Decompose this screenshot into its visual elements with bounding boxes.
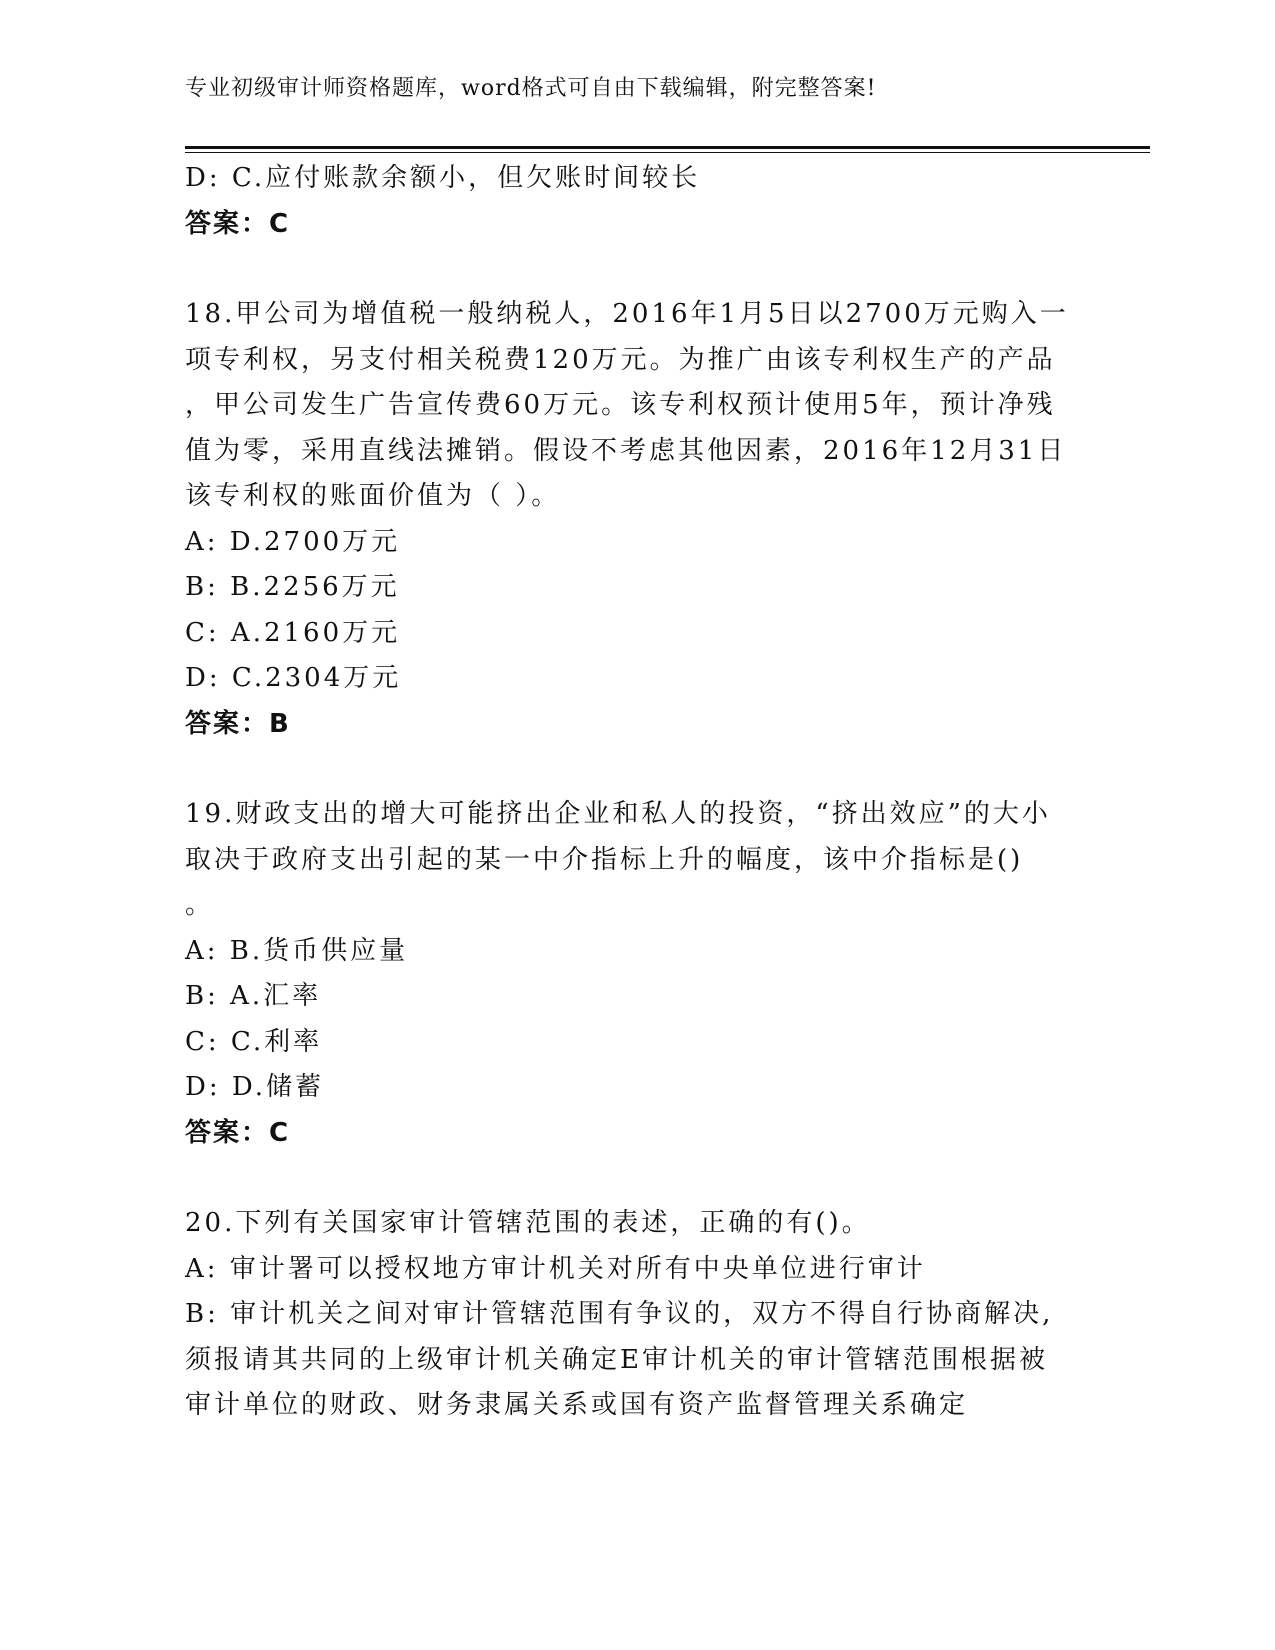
question-text-line: 。: [185, 890, 215, 920]
question-text-line: 取决于政府支出引起的某一中介指标上升的幅度，该中介指标是(): [185, 844, 1024, 875]
document-body: [185, 156, 1085, 1429]
header-rule-thin: [185, 152, 1150, 153]
question-19: [185, 792, 1085, 1156]
option-b: B: A.汇率: [185, 981, 322, 1011]
option-d: D: C.应付账款余额小，但欠账时间较长: [185, 163, 701, 193]
question-text-line: 20.下列有关国家审计管辖范围的表述，正确的有()。: [185, 1208, 871, 1238]
option-b: B: B.2256万元: [185, 572, 400, 602]
option-d: D: D.储蓄: [185, 1072, 325, 1102]
option-b-continued: 审计单位的财政、财务隶属关系或国有资产监督管理关系确定: [185, 1390, 969, 1420]
question-text-line: 19.财政支出的增大可能挤出企业和私人的投资，“挤出效应”的大小: [185, 799, 1051, 829]
question-text-line: ，甲公司发生广告宣传费60万元。该专利权预计使用5年，预计净残: [185, 390, 1056, 420]
answer: 答案：C: [185, 1117, 291, 1148]
option-c: C: A.2160万元: [185, 617, 401, 648]
option-d: D: C.2304万元: [185, 663, 402, 693]
option-a: A: D.2700万元: [185, 526, 401, 557]
option-a: A: 审计署可以授权地方审计机关对所有中央单位进行审计: [185, 1253, 926, 1284]
question-20: [185, 1201, 1085, 1429]
question-text-line: 项专利权，另支付相关税费120万元。为推广由该专利权生产的产品: [185, 344, 1056, 375]
question-18: [185, 292, 1085, 747]
option-c: C: C.利率: [185, 1026, 323, 1057]
option-b: B: 审计机关之间对审计管辖范围有争议的，双方不得自行协商解决,: [185, 1299, 1054, 1329]
answer: 答案：C: [185, 208, 291, 239]
prev-question: [185, 156, 1085, 247]
question-text-line: 值为零，采用直线法摊销。假设不考虑其他因素，2016年12月31日: [185, 435, 1067, 466]
option-a: A: B.货币供应量: [185, 935, 409, 966]
question-text-line: 18.甲公司为增值税一般纳税人，2016年1月5日以2700万元购入一: [185, 299, 1069, 329]
question-text-line: 该专利权的账面价值为（ ）。: [185, 481, 561, 511]
header-rule-thick: [185, 146, 1150, 149]
option-b-continued: 须报请其共同的上级审计机关确定E审计机关的审计管辖范围根据被: [185, 1344, 1048, 1375]
page-header: 专业初级审计师资格题库，word格式可自由下载编辑，附完整答案!: [185, 76, 877, 101]
answer: 答案：B: [185, 708, 291, 739]
